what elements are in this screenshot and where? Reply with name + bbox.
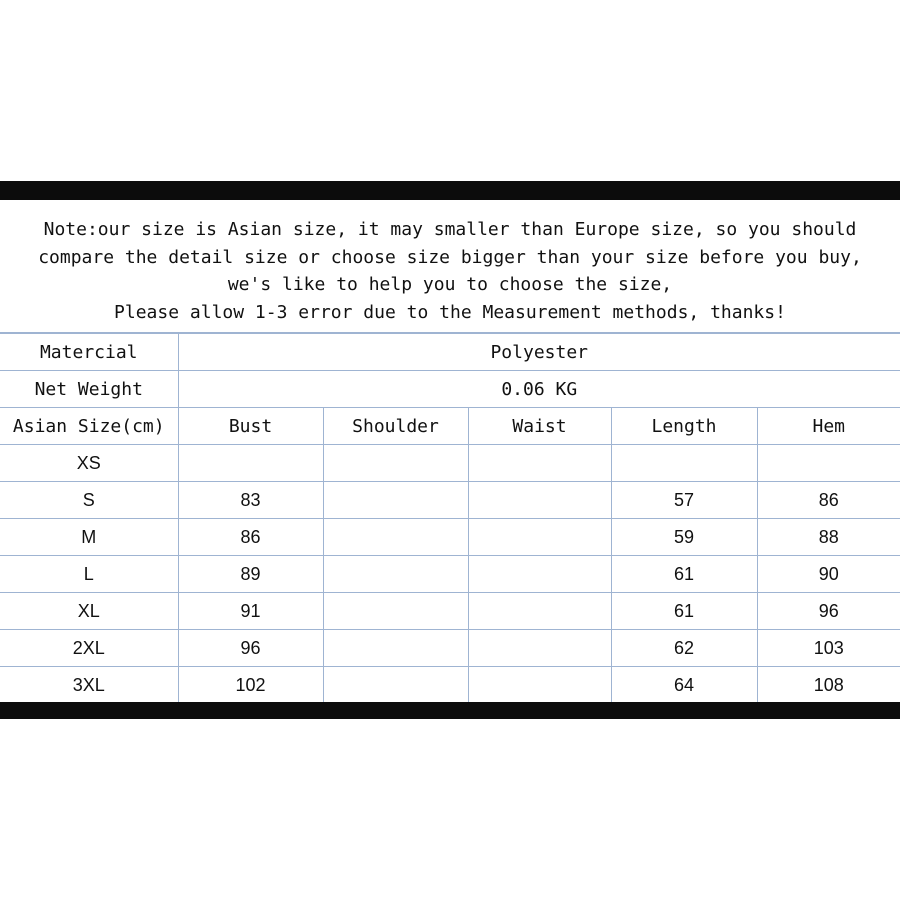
length-cell: 62 <box>611 630 757 667</box>
waist-cell <box>468 630 611 667</box>
table-row <box>0 667 900 704</box>
size-cell: 3XL <box>0 667 178 704</box>
shoulder-cell <box>323 445 468 482</box>
header-hem: Hem <box>757 408 900 445</box>
material-value: Polyester <box>178 334 900 371</box>
table-row <box>0 593 900 630</box>
hem-cell: 86 <box>757 482 900 519</box>
hem-cell <box>757 445 900 482</box>
waist-cell <box>468 445 611 482</box>
bust-cell: 96 <box>178 630 323 667</box>
shoulder-cell <box>323 667 468 704</box>
size-cell: S <box>0 482 178 519</box>
table-row <box>0 630 900 667</box>
length-cell: 59 <box>611 519 757 556</box>
length-cell: 57 <box>611 482 757 519</box>
header-waist: Waist <box>468 408 611 445</box>
table-row <box>0 445 900 482</box>
waist-cell <box>468 667 611 704</box>
size-note <box>0 200 900 333</box>
length-cell <box>611 445 757 482</box>
table-row <box>0 556 900 593</box>
hem-cell: 96 <box>757 593 900 630</box>
bust-cell: 86 <box>178 519 323 556</box>
shoulder-cell <box>323 630 468 667</box>
size-cell: 2XL <box>0 630 178 667</box>
size-cell: M <box>0 519 178 556</box>
bust-cell: 91 <box>178 593 323 630</box>
header-asian-size: Asian Size(cm) <box>0 408 178 445</box>
bust-cell <box>178 445 323 482</box>
header-length: Length <box>611 408 757 445</box>
hem-cell: 90 <box>757 556 900 593</box>
table-row <box>0 482 900 519</box>
hem-cell: 108 <box>757 667 900 704</box>
bust-cell: 89 <box>178 556 323 593</box>
shoulder-cell <box>323 556 468 593</box>
waist-cell <box>468 519 611 556</box>
waist-cell <box>468 593 611 630</box>
size-table <box>0 333 900 704</box>
waist-cell <box>468 482 611 519</box>
shoulder-cell <box>323 593 468 630</box>
waist-cell <box>468 556 611 593</box>
table-row <box>0 519 900 556</box>
note-line-3: we's like to help you to choose the size, <box>227 274 673 295</box>
net-weight-row <box>0 371 900 408</box>
shoulder-cell <box>323 519 468 556</box>
note-line-4: Please allow 1-3 error due to the Measurement methods, thanks! <box>114 301 786 323</box>
length-cell: 61 <box>611 593 757 630</box>
size-chart-sheet <box>0 200 900 702</box>
hem-cell: 103 <box>757 630 900 667</box>
shoulder-cell <box>323 482 468 519</box>
table-header-row <box>0 408 900 445</box>
note-line-1: Note:our size is Asian size, it may smaller than Europe size, so you should <box>43 219 857 240</box>
size-cell: L <box>0 556 178 593</box>
bust-cell: 102 <box>178 667 323 704</box>
bust-cell: 83 <box>178 482 323 519</box>
size-cell: XS <box>0 445 178 482</box>
hem-cell: 88 <box>757 519 900 556</box>
length-cell: 64 <box>611 667 757 704</box>
material-label: Matercial <box>0 334 178 371</box>
header-bust: Bust <box>178 408 323 445</box>
net-weight-label: Net Weight <box>0 371 178 408</box>
size-cell: XL <box>0 593 178 630</box>
material-row <box>0 334 900 371</box>
length-cell: 61 <box>611 556 757 593</box>
top-black-band <box>0 181 900 200</box>
header-shoulder: Shoulder <box>323 408 468 445</box>
bottom-black-band <box>0 702 900 719</box>
net-weight-value: 0.06 KG <box>178 371 900 408</box>
note-line-2: compare the detail size or choose size bigger than your size before you buy, <box>38 246 862 268</box>
